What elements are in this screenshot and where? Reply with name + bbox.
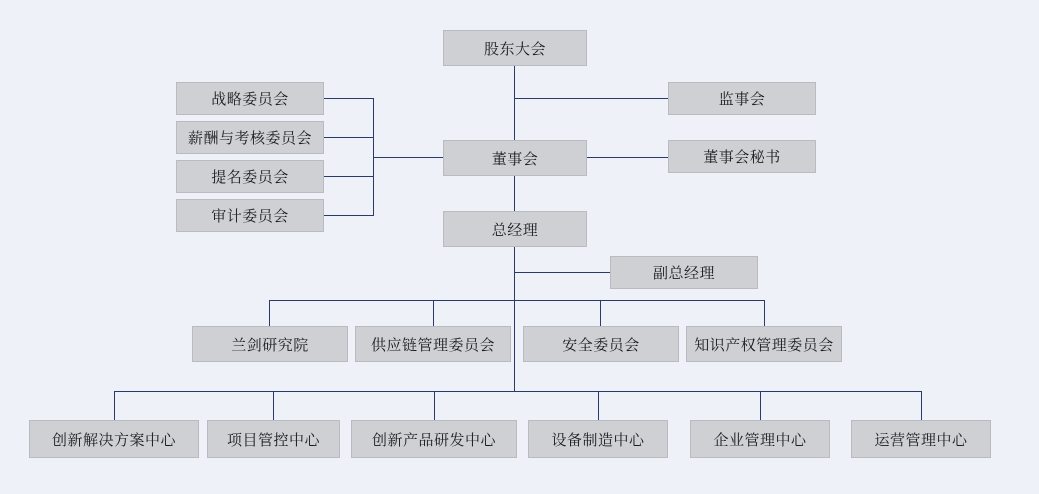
node-label: 总经理 [491, 221, 539, 239]
node-audit-committee[interactable] [176, 199, 324, 232]
connector-drop-supply-chain [433, 300, 434, 326]
node-ip-committee[interactable] [686, 326, 842, 362]
node-strategy-committee[interactable] [176, 82, 324, 115]
node-label: 董事会 [491, 150, 539, 168]
node-label: 副总经理 [652, 265, 715, 282]
node-label: 审计委员会 [211, 208, 289, 225]
node-label: 薪酬与考核委员会 [187, 130, 312, 147]
connector-audit-committee [324, 215, 373, 216]
node-innovation-product-rd-center[interactable] [351, 420, 517, 458]
node-label: 安全委员会 [562, 336, 640, 354]
node-supply-chain-committee[interactable] [355, 326, 511, 362]
connector-drop-lanjian [269, 300, 270, 326]
node-label: 兰剑研究院 [231, 336, 309, 354]
node-remuneration-committee[interactable] [176, 121, 324, 154]
connector-gm-spine [514, 247, 515, 391]
connector-board-committee-bus [373, 157, 443, 158]
connector-drop-innovation-product [434, 391, 435, 420]
connector-board-general-manager [514, 176, 515, 211]
node-innovation-solution-center[interactable] [29, 420, 199, 458]
connector-committee-spine [373, 98, 374, 216]
node-label: 知识产权管理委员会 [694, 336, 834, 354]
connector-board-secretary [587, 157, 668, 158]
node-nomination-committee[interactable] [176, 160, 324, 193]
node-label: 运营管理中心 [874, 431, 968, 449]
node-general-manager[interactable] [443, 211, 587, 247]
connector-drop-safety [600, 300, 601, 326]
node-board-secretary[interactable] [668, 140, 816, 173]
connector-drop-ip [764, 300, 765, 326]
connector-board-supervisory [514, 98, 668, 99]
node-label: 监事会 [718, 91, 766, 108]
connector-strategy-committee [324, 98, 373, 99]
node-enterprise-management-center[interactable] [690, 420, 830, 458]
node-safety-committee[interactable] [523, 326, 679, 362]
node-supervisory[interactable] [668, 82, 816, 115]
connector-committee-row-bus [269, 300, 765, 301]
connector-drop-equipment [598, 391, 599, 420]
connector-nomination-committee [324, 176, 373, 177]
node-label: 提名委员会 [211, 169, 289, 186]
connector-center-row-bus [114, 391, 922, 392]
node-label: 创新产品研发中心 [371, 431, 496, 449]
node-label: 董事会秘书 [703, 149, 781, 166]
node-label: 战略委员会 [211, 91, 289, 108]
node-label: 供应链管理委员会 [370, 336, 495, 354]
connector-drop-operation [921, 391, 922, 420]
connector-shareholders-board [514, 66, 515, 140]
node-label: 创新解决方案中心 [51, 431, 176, 449]
node-equipment-manufacturing-center[interactable] [528, 420, 668, 458]
connector-drop-innovation-solution [114, 391, 115, 420]
node-operation-management-center[interactable] [851, 420, 991, 458]
connector-drop-enterprise [760, 391, 761, 420]
node-label: 股东大会 [483, 40, 546, 58]
connector-remuneration-committee [324, 137, 373, 138]
node-lanjian-institute[interactable] [192, 326, 348, 362]
node-label: 设备制造中心 [551, 431, 645, 449]
node-shareholders[interactable] [443, 30, 587, 66]
node-board[interactable] [443, 140, 587, 176]
node-deputy-general-manager[interactable] [610, 256, 758, 289]
node-label: 企业管理中心 [713, 431, 807, 449]
connector-gm-deputy [514, 272, 610, 273]
node-label: 项目管控中心 [226, 431, 320, 449]
node-project-control-center[interactable] [207, 420, 340, 458]
connector-drop-project-control [273, 391, 274, 420]
